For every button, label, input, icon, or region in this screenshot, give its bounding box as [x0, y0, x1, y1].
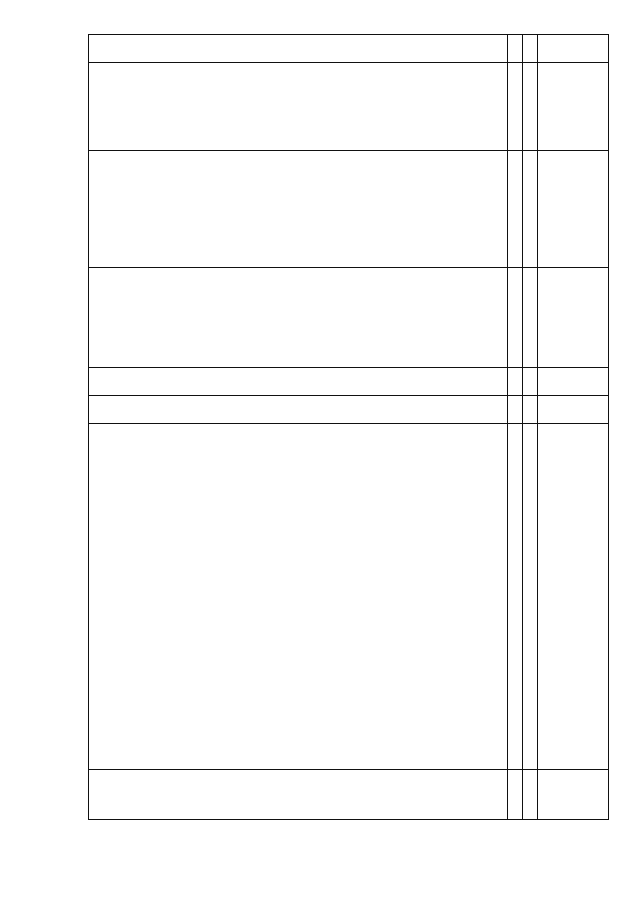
mandatory-cell-empty [89, 368, 508, 396]
max-load-cell-empty [89, 396, 508, 424]
row-name [523, 424, 538, 770]
row-empty-cell [523, 63, 538, 151]
curriculum-table [88, 34, 609, 820]
row-empty-cell [523, 268, 538, 368]
discipline-cell-empty [89, 63, 508, 151]
row-empty-cell [538, 151, 609, 268]
row-max-load [523, 396, 538, 424]
row-mandatory [508, 368, 523, 396]
pm01-competencies [538, 35, 609, 63]
row-empty-cell [538, 368, 609, 396]
table-row-ogsevoe-knowledge [89, 35, 508, 820]
row-empty-cell [508, 268, 523, 368]
table-row-pm00 [523, 35, 538, 820]
row-empty-cell [508, 35, 523, 63]
row-mandatory [523, 368, 538, 396]
row-empty-cell [538, 268, 609, 368]
row-empty-cell [538, 396, 609, 424]
requirements-cell [89, 424, 508, 770]
row-empty-cell [523, 35, 538, 63]
extra-cell-empty [89, 268, 508, 368]
code-cell-empty [89, 770, 508, 820]
curriculum-table-rotated [88, 35, 608, 820]
hours-cell-empty [89, 151, 508, 268]
row-name [508, 424, 523, 770]
competency-cell-empty [89, 35, 508, 63]
table-row-p00 [508, 35, 523, 820]
pm01-description [538, 424, 609, 770]
row-code [523, 770, 538, 820]
row-max-load [508, 396, 523, 424]
row-code [538, 770, 609, 820]
footer-standard-code [30, 818, 40, 888]
table-row-pm01 [538, 35, 609, 820]
pm01-disciplines [538, 63, 609, 151]
row-empty-cell [508, 151, 523, 268]
row-code [508, 770, 523, 820]
row-empty-cell [508, 63, 523, 151]
page-number [34, 440, 54, 460]
row-empty-cell [523, 151, 538, 268]
